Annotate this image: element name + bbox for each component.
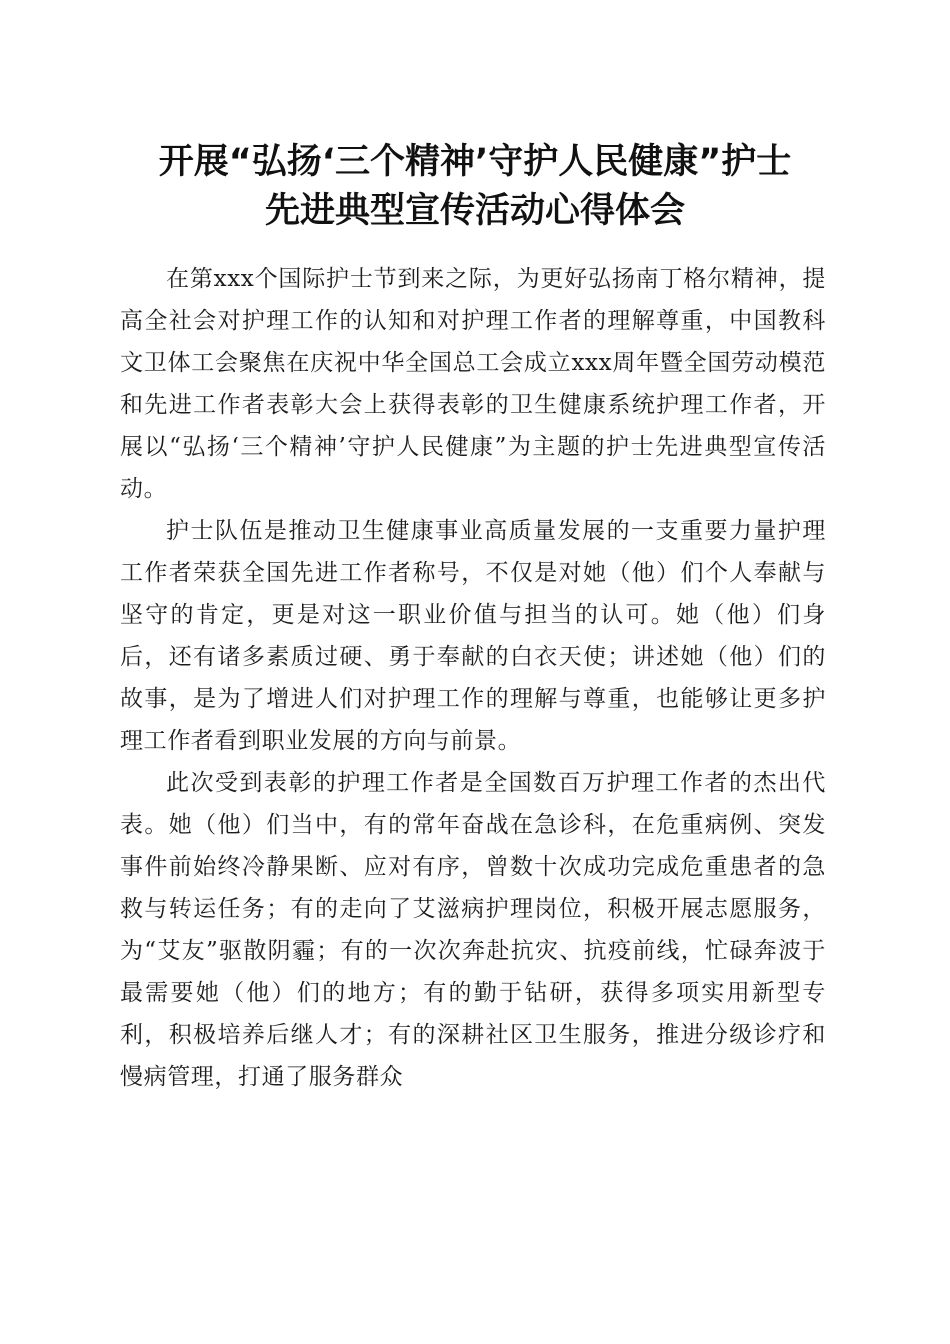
document-title bbox=[100, 138, 850, 236]
paragraph-1: 在第xxx个国际护士节到来之际，为更好弘扬南丁格尔精神，提高全社会对护理工作的认知和对护理工作者的理解尊重，中国教科文卫体工会聚焦在庆祝中华全国总工会成立xxx周年暨全国劳动模范和先进工作者表彰大会上获得表彰的卫生健康系统护理工作者，开展以“弘扬‘三个精神’守护人民健康”为主题的护士先进典型宣传活动。 bbox=[120, 266, 826, 502]
title-line-2: 先进典型宣传活动心得体会 bbox=[264, 191, 685, 231]
title-line-1: 开展“弘扬‘三个精神’守护人民健康”护士 bbox=[158, 142, 792, 182]
paragraph-3: 此次受到表彰的护理工作者是全国数百万护理工作者的杰出代表。她（他）们当中，有的常年奋战在急诊科，在危重病例、突发事件前始终冷静果断、应对有序，曾数十次成功完成危重患者的急救与转运任务；有的走向了艾滋病护理岗位，积极开展志愿服务，为“艾友”驱散阴霾；有的一次次奔赴抗灾、抗疫前线，忙碌奔波于最需要她（他）们的地方；有的勤于钻研，获得多项实用新型专利，积极培养后继人才；有的深耕社区卫生服务，推进分级诊疗和慢病管理，打通了服务群众 bbox=[120, 770, 826, 1090]
document-body bbox=[120, 258, 826, 1098]
paragraph-2: 护士队伍是推动卫生健康事业高质量发展的一支重要力量护理工作者荣获全国先进工作者称号，不仅是对她（他）们个人奉献与坚守的肯定，更是对这一职业价值与担当的认可。她（他）们身后，还有诸多素质过硬、勇于奉献的白衣天使；讲述她（他）们的故事，是为了增进人们对护理工作的理解与尊重，也能够让更多护理工作者看到职业发展的方向与前景。 bbox=[120, 518, 826, 754]
